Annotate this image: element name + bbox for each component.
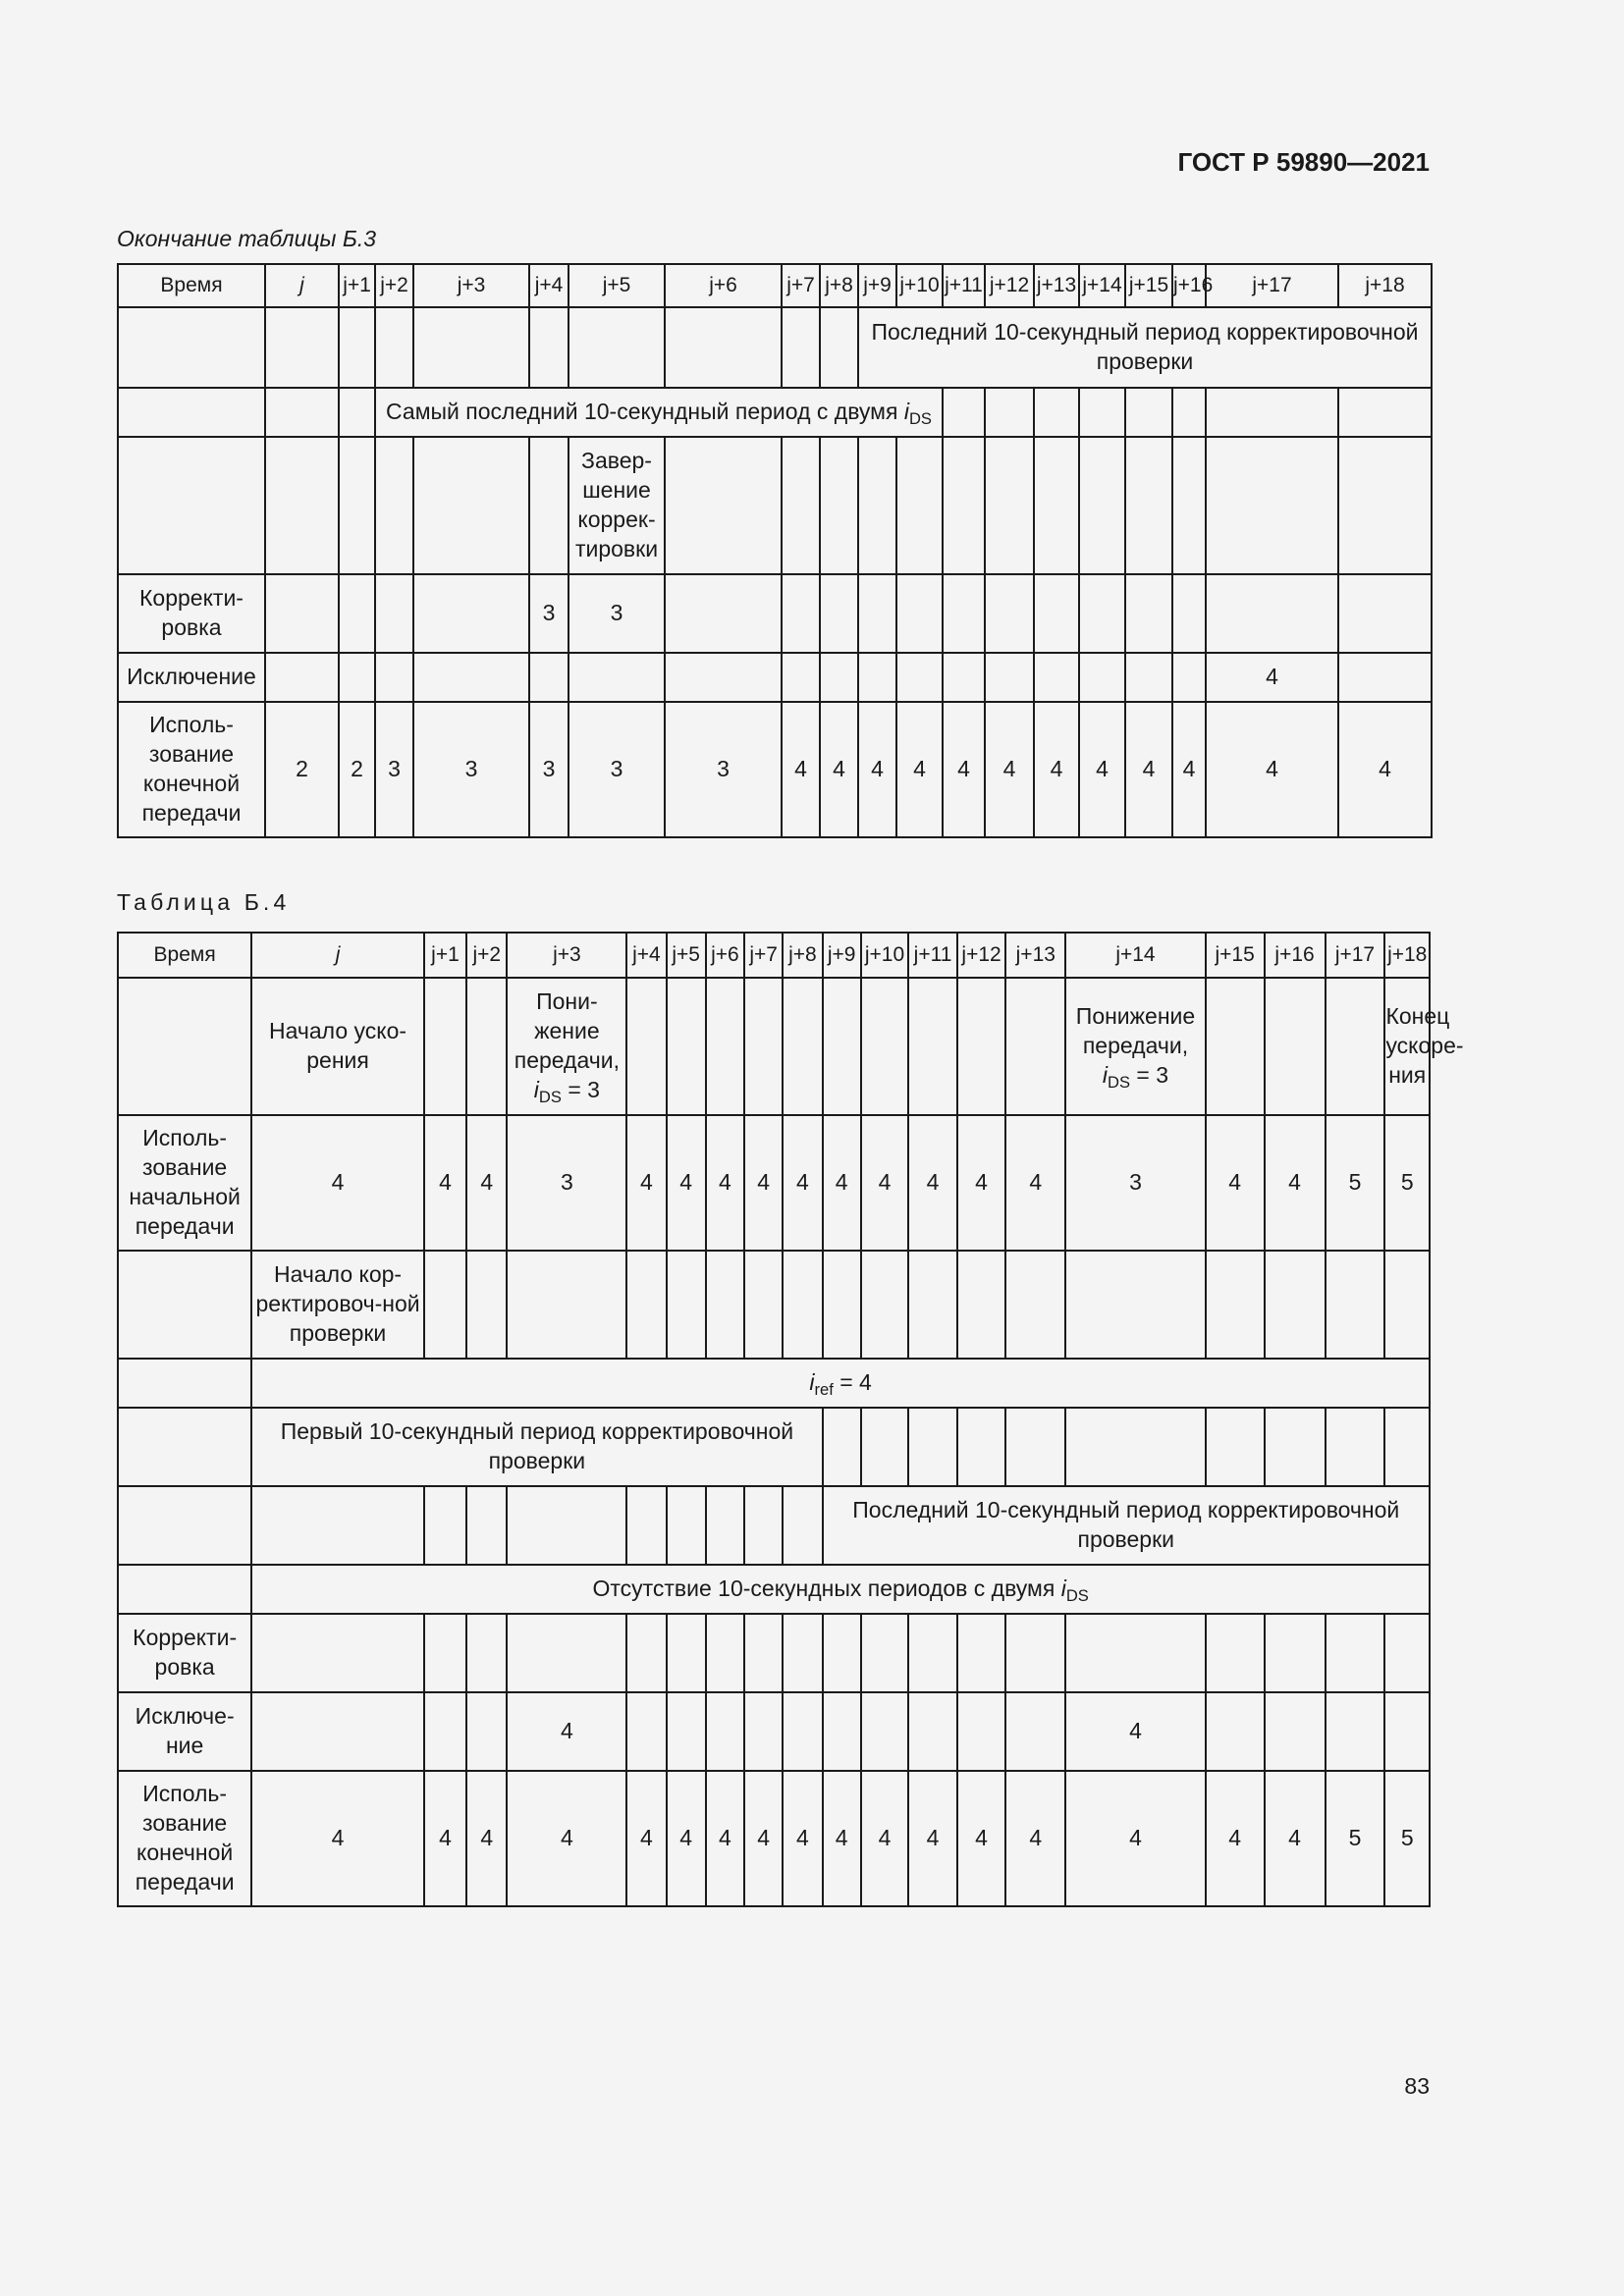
last-period-cell: Последний 10-секундный период корректировочной проверки <box>823 1486 1430 1565</box>
header-cell: j+3 <box>413 264 529 307</box>
header-cell: j+8 <box>820 264 858 307</box>
row-label: Исполь-зование конечной передачи <box>118 702 265 837</box>
value-cell: 4 <box>466 1771 507 1906</box>
header-cell: j+11 <box>908 933 957 978</box>
value-cell: 4 <box>861 1115 909 1251</box>
header-cell: j+2 <box>375 264 413 307</box>
row-label: Корректи-ровка <box>118 1614 251 1692</box>
value-cell: 3 <box>529 574 568 653</box>
value-cell: 4 <box>744 1771 783 1906</box>
value-cell: 2 <box>265 702 339 837</box>
table-b3-caption: Окончание таблицы Б.3 <box>117 226 377 251</box>
value-cell: 4 <box>1265 1771 1326 1906</box>
header-cell: j+2 <box>466 933 507 978</box>
header-cell: j+17 <box>1206 264 1338 307</box>
header-cell: j+10 <box>861 933 909 978</box>
header-cell: j+7 <box>782 264 820 307</box>
header-cell: j+6 <box>665 264 782 307</box>
value-cell: 4 <box>744 1115 783 1251</box>
value-cell: 4 <box>1206 1115 1265 1251</box>
value-cell: 4 <box>507 1692 626 1771</box>
value-cell: 4 <box>466 1115 507 1251</box>
header-cell: j+15 <box>1125 264 1172 307</box>
page-number: 83 <box>1404 2073 1430 2099</box>
iref-cell: $i_{ref} = 4$ <box>251 1359 1430 1408</box>
downshift-cell: Пони-жение передачи, $i_{DS} = 3$ <box>507 978 626 1115</box>
value-cell: 4 <box>1206 1771 1265 1906</box>
value-cell: 4 <box>1005 1771 1065 1906</box>
value-cell: 4 <box>1265 1115 1326 1251</box>
header-cell: j+4 <box>626 933 666 978</box>
header-cell: j+14 <box>1079 264 1125 307</box>
header-cell: j+5 <box>568 264 665 307</box>
header-cell: j+7 <box>744 933 783 978</box>
value-cell: 3 <box>413 702 529 837</box>
header-cell: j+5 <box>667 933 706 978</box>
value-cell: 3 <box>375 702 413 837</box>
header-cell: j+10 <box>896 264 943 307</box>
value-cell: 5 <box>1384 1771 1430 1906</box>
header-cell: j+8 <box>783 933 822 978</box>
header-cell: j+15 <box>1206 933 1265 978</box>
value-cell: 3 <box>507 1115 626 1251</box>
header-cell: j+16 <box>1172 264 1206 307</box>
value-cell: 4 <box>507 1771 626 1906</box>
value-cell: 4 <box>861 1771 909 1906</box>
value-cell: 4 <box>1206 702 1338 837</box>
value-cell: 4 <box>1079 702 1125 837</box>
header-cell: j+9 <box>858 264 896 307</box>
value-cell: 3 <box>665 702 782 837</box>
table-b3 <box>117 263 1433 838</box>
value-cell: 4 <box>1005 1115 1065 1251</box>
value-cell: 4 <box>957 1115 1006 1251</box>
value-cell: 4 <box>424 1115 466 1251</box>
value-cell: 4 <box>783 1115 822 1251</box>
header-cell: j+18 <box>1384 933 1430 978</box>
value-cell: 4 <box>823 1771 861 1906</box>
row-label: Корректи-ровка <box>118 574 265 653</box>
value-cell: 4 <box>823 1115 861 1251</box>
value-cell: 4 <box>820 702 858 837</box>
value-cell: 4 <box>782 702 820 837</box>
value-cell: 4 <box>667 1771 706 1906</box>
header-cell: j+12 <box>957 933 1006 978</box>
value-cell: 4 <box>908 1771 957 1906</box>
first-period-cell: Первый 10-секундный период корректировочной проверки <box>251 1408 822 1486</box>
table-b4 <box>117 932 1464 1907</box>
accel-start-cell: Начало уско-рения <box>251 978 424 1115</box>
check-start-cell: Начало кор-ректировоч-ной проверки <box>251 1251 424 1359</box>
downshift-cell: Понижение передачи, $i_{DS} = 3$ <box>1065 978 1205 1115</box>
header-cell: j+16 <box>1265 933 1326 978</box>
table-b4-caption: Таблица Б.4 <box>117 889 291 915</box>
value-cell: 4 <box>251 1771 424 1906</box>
header-cell: j+11 <box>943 264 985 307</box>
value-cell: 5 <box>1326 1771 1385 1906</box>
header-cell: j+1 <box>339 264 375 307</box>
value-cell: 4 <box>706 1115 744 1251</box>
value-cell: 2 <box>339 702 375 837</box>
row-label: Исключение <box>118 653 265 702</box>
value-cell: 4 <box>943 702 985 837</box>
document-code: ГОСТ Р 59890—2021 <box>1177 147 1430 177</box>
header-cell: j+12 <box>985 264 1034 307</box>
no-periods-cell: Отсутствие 10-секундных периодов с двумя $i_{DS}$ <box>251 1565 1430 1614</box>
value-cell: 4 <box>251 1115 424 1251</box>
header-cell: j+18 <box>1338 264 1432 307</box>
header-cell: j+9 <box>823 933 861 978</box>
value-cell: 3 <box>568 574 665 653</box>
value-cell: 4 <box>1338 702 1432 837</box>
value-cell: 4 <box>626 1771 666 1906</box>
header-cell: j+13 <box>1005 933 1065 978</box>
value-cell: 4 <box>1065 1771 1205 1906</box>
value-cell: 5 <box>1384 1115 1430 1251</box>
value-cell: 4 <box>1125 702 1172 837</box>
header-cell: Время <box>118 264 265 307</box>
header-cell: j <box>265 264 339 307</box>
last-period-cell: Последний 10-секундный период корректировочной проверки <box>858 307 1432 388</box>
header-cell: j+1 <box>424 933 466 978</box>
value-cell: 4 <box>626 1115 666 1251</box>
value-cell: 4 <box>667 1115 706 1251</box>
value-cell: 3 <box>529 702 568 837</box>
accel-end-cell: Конец ускоре-ния <box>1384 978 1430 1115</box>
very-last-period-cell: Самый последний 10-секундный период с двумя $i_{DS}$ <box>375 388 943 437</box>
header-cell: j+14 <box>1065 933 1205 978</box>
header-cell: j <box>251 933 424 978</box>
value-cell: 3 <box>1065 1115 1205 1251</box>
value-cell: 4 <box>896 702 943 837</box>
value-cell: 4 <box>1034 702 1079 837</box>
row-label: Исполь-зование конечной передачи <box>118 1771 251 1906</box>
header-cell: j+13 <box>1034 264 1079 307</box>
value-cell: 4 <box>1065 1692 1205 1771</box>
value-cell: 4 <box>1206 653 1338 702</box>
header-cell: j+3 <box>507 933 626 978</box>
value-cell: 4 <box>957 1771 1006 1906</box>
header-cell: j+6 <box>706 933 744 978</box>
value-cell: 4 <box>706 1771 744 1906</box>
value-cell: 4 <box>858 702 896 837</box>
value-cell: 4 <box>783 1771 822 1906</box>
value-cell: 4 <box>908 1115 957 1251</box>
header-cell: Время <box>118 933 251 978</box>
row-label: Исключе-ние <box>118 1692 251 1771</box>
row-label: Исполь-зование начальной передачи <box>118 1115 251 1251</box>
correction-end-cell: Завер-шение коррек-тировки <box>568 437 665 574</box>
value-cell: 4 <box>424 1771 466 1906</box>
header-cell: j+17 <box>1326 933 1385 978</box>
value-cell: 3 <box>568 702 665 837</box>
value-cell: 5 <box>1326 1115 1385 1251</box>
header-cell: j+4 <box>529 264 568 307</box>
value-cell: 4 <box>1172 702 1206 837</box>
value-cell: 4 <box>985 702 1034 837</box>
